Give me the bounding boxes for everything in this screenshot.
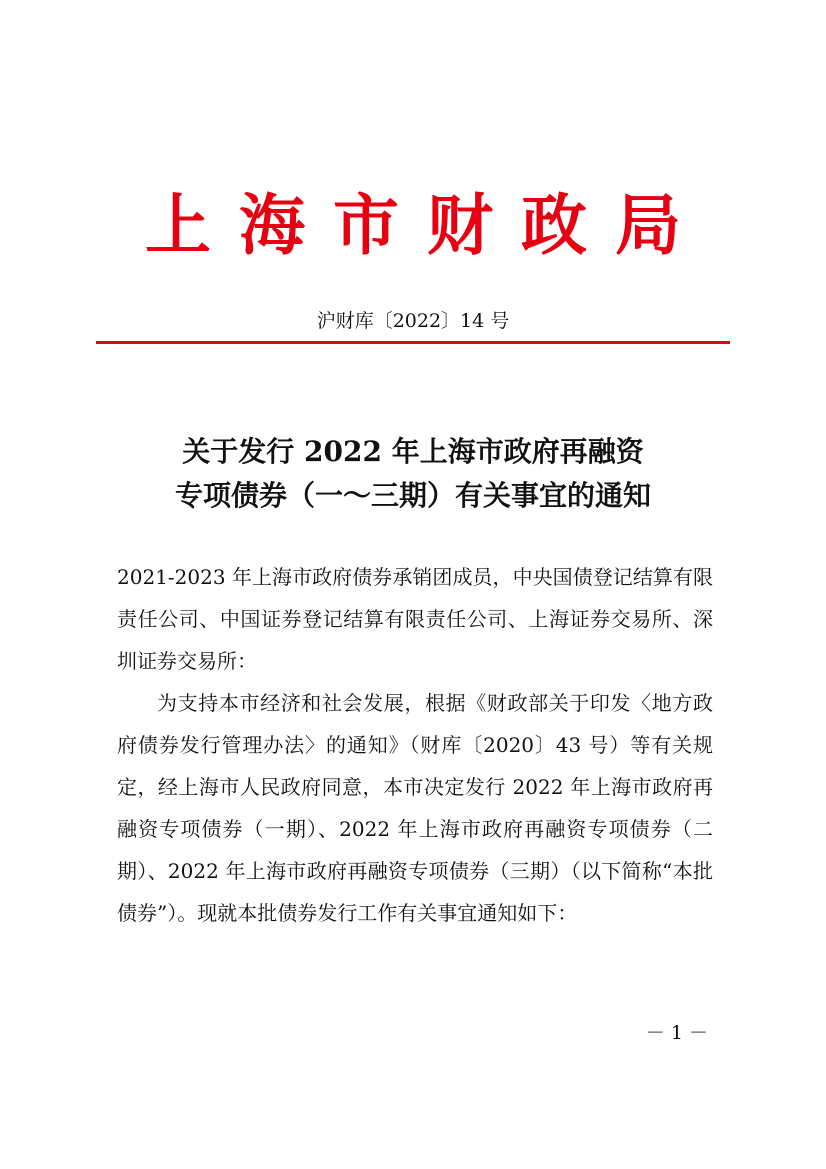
document-title — [0, 430, 826, 518]
document-number: 沪财库〔2022〕14 号 — [316, 310, 510, 332]
title-line-1: 关于发行 2022 年上海市政府再融资 — [182, 435, 644, 468]
addressee-paragraph: 2021-2023 年上海市政府债券承销团成员，中央国债登记结算有限责任公司、中国证券登记结算有限责任公司、上海证券交易所、深圳证券交易所： — [117, 565, 713, 673]
title-line-2: 专项债券（一～三期）有关事宜的通知 — [174, 479, 651, 512]
page-number: － 1 － — [645, 1022, 708, 1044]
body-paragraph-1: 为支持本市经济和社会发展，根据《财政部关于印发〈地方政府债券发行管理办法〉的通知》（财库〔2020〕43 号）等有关规定，经上海市人民政府同意，本市决定发行 2022 年上海市政府再融资专项债券（一期）、2022 年上海市政府再融资专项债券（二期）、2022 年上海市政府再融资专项债券（三期）（以下简称“本批债券”）。现就本批债券发行工作有关事宜通知如下： — [117, 691, 713, 925]
red-divider-line — [96, 341, 730, 344]
document-body — [117, 556, 713, 934]
issuer-masthead: 上海市财政局 — [145, 186, 709, 264]
